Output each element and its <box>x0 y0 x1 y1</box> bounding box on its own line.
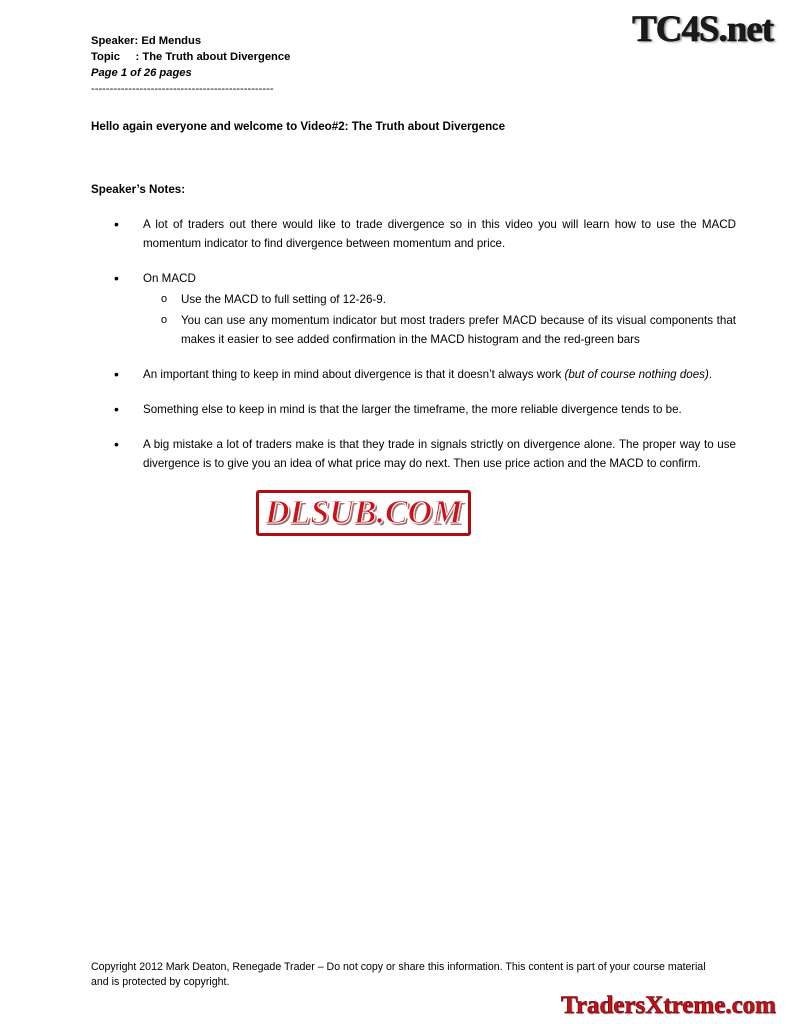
list-item-text-italic: (but of course nothing does) <box>564 368 709 381</box>
sub-list-item-text: You can use any momentum indicator but most traders prefer MACD because of its visual components that makes it easier to see added confirmation in the MACD histogram and the red-green bars <box>181 314 736 346</box>
tc4s-watermark: TC4S.net <box>631 9 773 50</box>
list-item-text <box>143 365 736 384</box>
list-item-text: A big mistake a lot of traders make is that they trade in signals strictly on divergence alone. The proper way to use divergence is to give you an idea of what price may do next. Then use price action and the MACD to confirm. <box>143 438 736 470</box>
list-item-text-plain: An important thing to keep in mind about divergence is that it doesn’t always work <box>143 368 565 381</box>
page-number-line: Page 1 of 26 pages <box>91 67 192 79</box>
bullet-icon: • <box>114 366 119 382</box>
bullet-icon: • <box>114 216 119 232</box>
list-item <box>91 269 736 349</box>
list-item-text: On MACD <box>143 272 196 285</box>
intro-paragraph: Hello again everyone and welcome to Video#2: The Truth about Divergence <box>91 120 506 133</box>
sub-list-item-text: Use the MACD to full setting of 12-26-9. <box>181 293 386 306</box>
notes-sub-list <box>143 290 736 349</box>
list-item <box>91 215 736 253</box>
circle-bullet-icon: o <box>161 293 168 305</box>
list-item-text-tail: . <box>708 368 713 381</box>
bullet-icon: • <box>114 401 119 417</box>
list-item-text: Something else to keep in mind is that the larger the timeframe, the more reliable divergence tends to be. <box>143 403 682 416</box>
copyright-line-1: Copyright 2012 Mark Deaton, Renegade Trader – Do not copy or share this information. This content is part of your course material <box>91 961 706 973</box>
list-item <box>91 400 736 419</box>
document-body <box>91 33 736 489</box>
circle-bullet-icon: o <box>161 314 168 326</box>
notes-bullet-list <box>91 215 736 473</box>
dlsub-watermark: DLSUB.COM <box>256 490 471 536</box>
speakers-notes-heading: Speaker’s Notes: <box>91 183 186 196</box>
copyright-footer <box>91 960 721 990</box>
list-item <box>91 435 736 473</box>
tradersxtreme-watermark: TradersXtreme.com <box>561 992 776 1019</box>
bullet-icon: • <box>114 436 119 452</box>
speaker-line: Speaker: Ed Mendus <box>91 35 202 47</box>
topic-line: Topic : The Truth about Divergence <box>91 51 291 63</box>
horizontal-rule: ------------------------------------------------- <box>91 83 274 95</box>
list-item-text: A lot of traders out there would like to trade divergence so in this video you will learn how to use the MACD momentum indicator to find divergence between momentum and price. <box>143 218 736 250</box>
sub-list-item <box>143 290 736 309</box>
copyright-line-2: and is protected by copyright. <box>91 976 230 988</box>
sub-list-item <box>143 311 736 349</box>
bullet-icon: • <box>114 270 119 286</box>
list-item <box>91 365 736 384</box>
